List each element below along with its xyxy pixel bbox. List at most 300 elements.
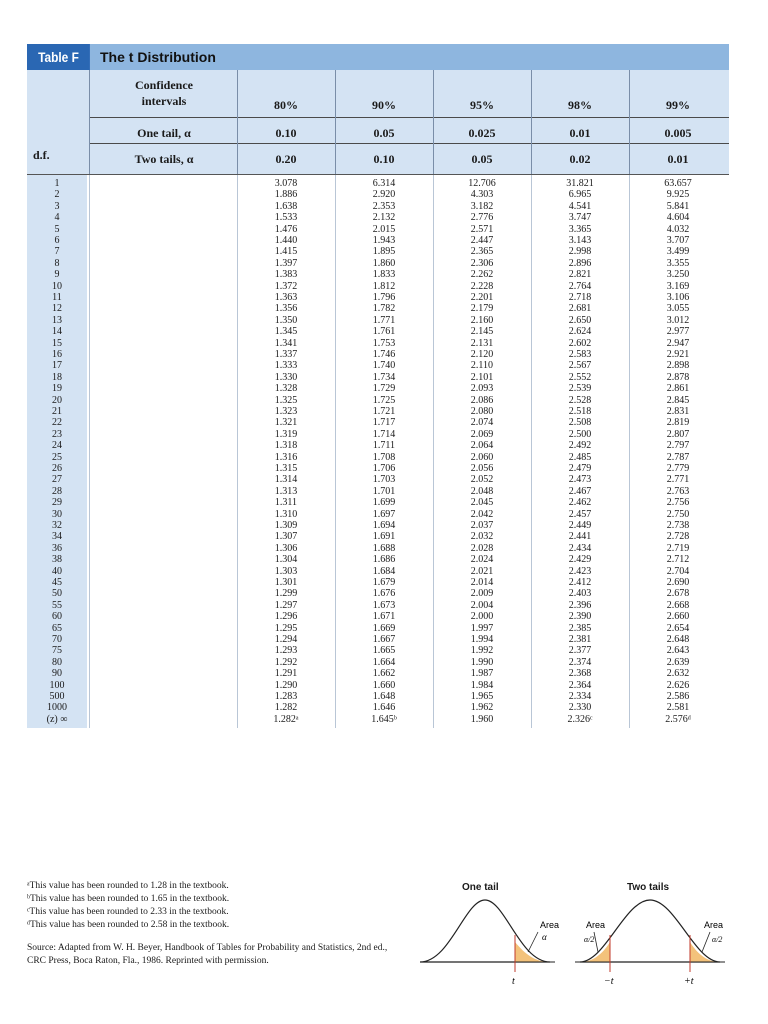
critical-value-cell: 1.664 <box>372 656 396 668</box>
critical-value-cell: 2.423 <box>568 565 592 577</box>
critical-value-cell: 5.841 <box>666 200 690 212</box>
table-row <box>27 600 729 611</box>
critical-value-cell: 2.365 <box>470 246 494 258</box>
table-row <box>27 349 729 360</box>
table-header <box>27 70 729 174</box>
critical-value-cell: 2.678 <box>666 588 690 600</box>
df-cell: 34 <box>52 531 62 543</box>
critical-value-cell: 2.467 <box>568 485 592 497</box>
table-label: Table F <box>27 44 90 70</box>
critical-value-cell: 6.314 <box>372 178 396 189</box>
footnotes <box>27 880 407 968</box>
critical-value-cell: 2.712 <box>666 554 690 566</box>
critical-value-cell: 1.660 <box>372 679 396 691</box>
df-cell: 19 <box>52 383 62 395</box>
critical-value-cell: 1.686 <box>372 554 396 566</box>
df-cell: 75 <box>52 645 62 657</box>
critical-value-cell: 2.201 <box>470 292 494 303</box>
critical-value-cell: 1.729 <box>372 383 396 395</box>
critical-value-cell: 1.383 <box>274 269 298 281</box>
table-row <box>27 406 729 417</box>
one-tail-title: One tail <box>462 882 499 893</box>
critical-value-cell: 1.314 <box>274 474 298 486</box>
header-one-tail-value: 0.10 <box>275 126 297 140</box>
critical-value-cell: 2.977 <box>666 326 690 338</box>
two-tails-label: Two tails, α <box>134 152 194 166</box>
critical-value-cell: 2.779 <box>666 463 690 474</box>
area-pointer <box>528 932 538 952</box>
critical-value-cell: 1.293 <box>274 645 298 657</box>
critical-value-cell: 3.365 <box>568 223 592 235</box>
header-confidence-value: 95% <box>470 98 494 112</box>
neg-t-label: −t <box>604 976 614 987</box>
critical-value-cell: 2.080 <box>470 406 494 417</box>
critical-value-cell: 2.064 <box>470 440 494 452</box>
critical-value-cell: 1.701 <box>372 485 396 497</box>
critical-value-cell: 2.120 <box>470 349 494 360</box>
table-row <box>27 702 729 713</box>
critical-value-cell: 1.725 <box>372 394 396 406</box>
critical-value-cell: 2.060 <box>470 451 494 463</box>
critical-value-cell: 2.704 <box>666 565 690 577</box>
critical-value-cell: 1.796 <box>372 292 396 303</box>
critical-value-cell: 2.381 <box>568 634 592 645</box>
critical-value-cell: 1.318 <box>274 440 298 452</box>
critical-value-cell: 1.321 <box>274 417 298 429</box>
table-row <box>27 372 729 383</box>
critical-value-cell: 1.304 <box>274 554 298 566</box>
critical-value-cell: 2.998 <box>568 246 592 258</box>
table-row <box>27 680 729 691</box>
critical-value-cell: 63.657 <box>664 178 692 189</box>
critical-value-cell: 1.356 <box>274 303 298 315</box>
critical-value-cell: 2.819 <box>666 417 690 429</box>
critical-value-cell: 2.738 <box>666 520 690 531</box>
critical-value-cell: 2.764 <box>568 280 592 292</box>
critical-value-cell: 1.323 <box>274 406 298 417</box>
critical-value-cell: 2.776 <box>470 212 494 224</box>
critical-value-cell: 1.746 <box>372 349 396 360</box>
confidence-label-1: Confidence <box>135 78 193 92</box>
critical-value-cell: 1.372 <box>274 280 298 292</box>
table-row <box>27 383 729 394</box>
critical-value-cell: 1.319 <box>274 428 298 440</box>
two-tails-title: Two tails <box>627 882 670 893</box>
header-confidence-value: 99% <box>666 98 690 112</box>
left-alpha-half: α/2 <box>584 935 595 944</box>
df-cell: 50 <box>52 588 62 600</box>
critical-value-cell: 2.015 <box>372 223 396 235</box>
critical-value-cell: 1.328 <box>274 383 298 395</box>
header-two-tails-value: 0.01 <box>667 152 689 166</box>
header-two-tails-value: 0.20 <box>275 152 297 166</box>
critical-value-cell: 2.334 <box>568 691 592 702</box>
critical-value-cell: 2.160 <box>470 314 494 326</box>
critical-value-cell: 2.377 <box>568 645 592 657</box>
critical-value-cell: 1.290 <box>274 679 298 691</box>
table-body <box>27 174 729 728</box>
critical-value-cell: 1.994 <box>470 634 494 645</box>
critical-value-cell: 1.691 <box>372 531 396 543</box>
right-area-label: Area <box>704 920 724 930</box>
df-cell: 16 <box>52 349 62 360</box>
critical-value-cell: 1.533 <box>274 212 298 224</box>
critical-value-cell: 2.390 <box>568 611 592 623</box>
critical-value-cell: 2.719 <box>666 542 690 554</box>
t-distribution-table <box>27 44 729 728</box>
critical-value-cell: 3.055 <box>666 303 690 315</box>
critical-value-cell: 2.479 <box>568 463 592 474</box>
critical-value-cell: 2.581 <box>666 702 690 714</box>
critical-value-cell: 1.812 <box>372 280 396 292</box>
critical-value-cell: 2.861 <box>666 383 690 395</box>
df-cell: 18 <box>52 371 62 383</box>
source-note: Source: Adapted from W. H. Beyer, Handbook of Tables for Probability and Statistics, 2nd ed., CRC Press, Boca Raton, Fla., 1986. Reprinted with permission. <box>27 943 388 966</box>
critical-value-cell: 2.132 <box>372 212 396 224</box>
df-cell: 21 <box>52 406 62 417</box>
critical-value-cell: 2.403 <box>568 588 592 600</box>
critical-value-cell: 1.667 <box>372 634 396 645</box>
critical-value-cell: 2.086 <box>470 394 494 406</box>
critical-value-cell: 2.032 <box>470 531 494 543</box>
critical-value-cell: 1.679 <box>372 577 396 588</box>
table-row <box>27 326 729 337</box>
critical-value-cell: 1.306 <box>274 542 298 554</box>
critical-value-cell: 1.311 <box>274 497 298 509</box>
critical-value-cell: 2.660 <box>666 611 690 623</box>
df-cell: 12 <box>52 303 62 315</box>
critical-value-cell: 2.412 <box>568 577 592 588</box>
critical-value-cell: 4.541 <box>568 200 592 212</box>
critical-value-cell: 1.397 <box>274 257 298 269</box>
critical-value-cell: 2.650 <box>568 314 592 326</box>
alpha-label: α <box>542 932 547 942</box>
df-cell: 1000 <box>47 702 67 714</box>
critical-value-cell: 1.341 <box>274 337 298 349</box>
critical-value-cell: 1.303 <box>274 565 298 577</box>
df-cell: 32 <box>52 520 62 531</box>
table-row <box>27 543 729 554</box>
table-row <box>27 566 729 577</box>
footnote-c: ᶜThis value has been rounded to 2.33 in the textbook. <box>27 907 229 917</box>
critical-value-cell: 2.518 <box>568 406 592 417</box>
df-cell: 70 <box>52 634 62 645</box>
critical-value-cell: 2.586 <box>666 691 690 702</box>
critical-value-cell: 1.771 <box>372 314 396 326</box>
critical-value-cell: 2.385 <box>568 622 592 634</box>
footnote-d: ᵈThis value has been rounded to 2.58 in the textbook. <box>27 920 230 930</box>
df-cell: (z) ∞ <box>46 713 68 725</box>
one-tail-area <box>515 942 550 962</box>
df-cell: 38 <box>52 554 62 566</box>
df-cell: 100 <box>49 679 65 691</box>
df-cell: 23 <box>52 428 62 440</box>
critical-value-cell: 2.485 <box>568 451 592 463</box>
critical-value-cell: 1.688 <box>372 542 396 554</box>
critical-value-cell: 2.602 <box>568 337 592 349</box>
critical-value-cell: 1.753 <box>372 337 396 349</box>
critical-value-cell: 2.014 <box>470 577 494 588</box>
df-cell: 65 <box>52 622 62 634</box>
df-cell: 36 <box>52 542 62 554</box>
critical-value-cell: 3.106 <box>666 292 690 303</box>
header-divider <box>89 117 729 118</box>
critical-value-cell: 2.434 <box>568 542 592 554</box>
df-cell: 24 <box>52 440 62 452</box>
critical-value-cell: 2.056 <box>470 463 494 474</box>
table-row <box>27 554 729 565</box>
critical-value-cell: 1.325 <box>274 394 298 406</box>
df-cell: 60 <box>52 611 62 623</box>
table-row <box>27 509 729 520</box>
critical-value-cell: 1.310 <box>274 508 298 520</box>
critical-value-cell: 1.313 <box>274 485 298 497</box>
df-cell: 14 <box>52 326 62 338</box>
critical-value-cell: 1.962 <box>470 702 494 714</box>
critical-value-cell: 1.761 <box>372 326 396 338</box>
critical-value-cell: 2.429 <box>568 554 592 566</box>
confidence-label-2: intervals <box>141 94 187 108</box>
t-curve-diagrams-svg <box>410 880 750 1000</box>
table-row <box>27 315 729 326</box>
table-row <box>27 691 729 702</box>
critical-value-cell: 2.048 <box>470 485 494 497</box>
critical-value-cell: 2.093 <box>470 383 494 395</box>
table-row <box>27 634 729 645</box>
critical-value-cell: 2.648 <box>666 634 690 645</box>
table-row <box>27 668 729 679</box>
critical-value-cell: 2.821 <box>568 269 592 281</box>
critical-value-cell: 2.074 <box>470 417 494 429</box>
critical-value-cell: 1.295 <box>274 622 298 634</box>
critical-value-cell: 1.714 <box>372 428 396 440</box>
critical-value-cell: 1.294 <box>274 634 298 645</box>
critical-value-cell: 1.363 <box>274 292 298 303</box>
critical-value-cell: 1.316 <box>274 451 298 463</box>
critical-value-cell: 2.947 <box>666 337 690 349</box>
df-cell: 6 <box>54 235 60 246</box>
critical-value-cell: 2.145 <box>470 326 494 338</box>
t-label: t <box>512 976 515 987</box>
critical-value-cell: 1.440 <box>274 235 298 246</box>
table-row <box>27 531 729 542</box>
left-area-pointer <box>594 932 598 952</box>
header-one-tail-value: 0.01 <box>569 126 591 140</box>
critical-value-cell: 2.306 <box>470 257 494 269</box>
critical-value-cell: 1.987 <box>470 668 494 680</box>
critical-value-cell: 2.024 <box>470 554 494 566</box>
critical-value-cell: 2.131 <box>470 337 494 349</box>
left-area-label: Area <box>586 920 606 930</box>
critical-value-cell: 1.721 <box>372 406 396 417</box>
critical-value-cell: 4.303 <box>470 189 494 201</box>
df-cell: 25 <box>52 451 62 463</box>
critical-value-cell: 3.355 <box>666 257 690 269</box>
critical-value-cell: 1.997 <box>470 622 494 634</box>
header-confidence-value: 80% <box>274 98 298 112</box>
table-row <box>27 258 729 269</box>
critical-value-cell: 1.330 <box>274 371 298 383</box>
critical-value-cell: 1.476 <box>274 223 298 235</box>
critical-value-cell: 2.004 <box>470 599 494 611</box>
critical-value-cell: 3.143 <box>568 235 592 246</box>
critical-value-cell: 2.396 <box>568 599 592 611</box>
table-row <box>27 360 729 371</box>
critical-value-cell: 1.337 <box>274 349 298 360</box>
critical-value-cell: 1.703 <box>372 474 396 486</box>
critical-value-cell: 1.309 <box>274 520 298 531</box>
table-row <box>27 281 729 292</box>
table-row <box>27 474 729 485</box>
critical-value-cell: 1.965 <box>470 691 494 702</box>
critical-value-cell: 3.182 <box>470 200 494 212</box>
critical-value-cell: 2.045 <box>470 497 494 509</box>
critical-value-cell: 2.668 <box>666 599 690 611</box>
critical-value-cell: 1.296 <box>274 611 298 623</box>
header-two-tails-value: 0.05 <box>471 152 493 166</box>
header-two-tails-value: 0.02 <box>569 152 591 166</box>
critical-value-cell: 3.078 <box>274 178 298 189</box>
df-cell: 26 <box>52 463 62 474</box>
critical-value-cell: 1.782 <box>372 303 396 315</box>
header-confidence-value: 90% <box>372 98 396 112</box>
df-cell: 45 <box>52 577 62 588</box>
table-row <box>27 189 729 200</box>
table-row <box>27 520 729 531</box>
critical-value-cell: 2.632 <box>666 668 690 680</box>
critical-value-cell: 1.333 <box>274 360 298 372</box>
critical-value-cell: 1.895 <box>372 246 396 258</box>
critical-value-cell: 12.706 <box>468 178 496 189</box>
df-cell: 40 <box>52 565 62 577</box>
critical-value-cell: 1.699 <box>372 497 396 509</box>
table-row <box>27 395 729 406</box>
header-one-tail-value: 0.025 <box>468 126 496 140</box>
header-one-tail-value: 0.005 <box>664 126 692 140</box>
df-cell: 22 <box>52 417 62 429</box>
df-cell: 13 <box>52 314 62 326</box>
table-row <box>27 212 729 223</box>
critical-value-cell: 1.740 <box>372 360 396 372</box>
critical-value-cell: 1.671 <box>372 611 396 623</box>
critical-value-cell: 2.624 <box>568 326 592 338</box>
df-cell: 15 <box>52 337 62 349</box>
table-row <box>27 201 729 212</box>
header-divider <box>89 143 729 144</box>
critical-value-cell: 2.492 <box>568 440 592 452</box>
critical-value-cell: 2.052 <box>470 474 494 486</box>
table-row <box>27 178 729 189</box>
critical-value-cell: 1.673 <box>372 599 396 611</box>
table-row <box>27 486 729 497</box>
one-tail-curve <box>420 900 550 962</box>
df-cell: 3 <box>54 200 60 212</box>
critical-value-cell: 1.645ᵇ <box>371 713 397 725</box>
pos-t-label: +t <box>684 976 694 987</box>
critical-value-cell: 2.763 <box>666 485 690 497</box>
critical-value-cell: 1.960 <box>470 713 494 725</box>
critical-value-cell: 2.364 <box>568 679 592 691</box>
critical-value-cell: 1.282ᵃ <box>273 713 299 725</box>
critical-value-cell: 2.552 <box>568 371 592 383</box>
critical-value-cell: 2.681 <box>568 303 592 315</box>
df-cell: 10 <box>52 280 62 292</box>
critical-value-cell: 2.449 <box>568 520 592 531</box>
critical-value-cell: 2.898 <box>666 360 690 372</box>
header-confidence-value: 98% <box>568 98 592 112</box>
critical-value-cell: 1.662 <box>372 668 396 680</box>
table-row <box>27 645 729 656</box>
critical-value-cell: 1.315 <box>274 463 298 474</box>
df-cell: 20 <box>52 394 62 406</box>
header-column-divider <box>89 70 90 174</box>
critical-value-cell: 2.896 <box>568 257 592 269</box>
critical-value-cell: 2.101 <box>470 371 494 383</box>
critical-value-cell: 3.499 <box>666 246 690 258</box>
critical-value-cell: 1.984 <box>470 679 494 691</box>
critical-value-cell: 3.250 <box>666 269 690 281</box>
critical-value-cell: 1.345 <box>274 326 298 338</box>
critical-value-cell: 1.833 <box>372 269 396 281</box>
df-cell: 90 <box>52 668 62 680</box>
df-cell: 55 <box>52 599 62 611</box>
critical-value-cell: 2.626 <box>666 679 690 691</box>
critical-value-cell: 2.447 <box>470 235 494 246</box>
table-row <box>27 417 729 428</box>
critical-value-cell: 2.326ᶜ <box>567 713 593 725</box>
critical-value-cell: 2.441 <box>568 531 592 543</box>
critical-value-cell: 2.179 <box>470 303 494 315</box>
df-cell: 28 <box>52 485 62 497</box>
critical-value-cell: 2.037 <box>470 520 494 531</box>
table-row <box>27 657 729 668</box>
critical-value-cell: 1.943 <box>372 235 396 246</box>
critical-value-cell: 1.291 <box>274 668 298 680</box>
title-bar <box>27 44 729 70</box>
critical-value-cell: 2.374 <box>568 656 592 668</box>
critical-value-cell: 1.684 <box>372 565 396 577</box>
critical-value-cell: 2.690 <box>666 577 690 588</box>
df-cell: 500 <box>49 691 65 702</box>
distribution-diagrams <box>410 880 750 1000</box>
table-row <box>27 452 729 463</box>
critical-value-cell: 2.539 <box>568 383 592 395</box>
critical-value-cell: 2.567 <box>568 360 592 372</box>
critical-value-cell: 1.282 <box>274 702 298 714</box>
table-row <box>27 623 729 634</box>
critical-value-cell: 2.028 <box>470 542 494 554</box>
critical-value-cell: 2.921 <box>666 349 690 360</box>
table-row <box>27 497 729 508</box>
header-two-tails-value: 0.10 <box>373 152 395 166</box>
critical-value-cell: 1.990 <box>470 656 494 668</box>
critical-value-cell: 2.571 <box>470 223 494 235</box>
header-one-tail-value: 0.05 <box>373 126 395 140</box>
critical-value-cell: 2.756 <box>666 497 690 509</box>
critical-value-cell: 3.169 <box>666 280 690 292</box>
table-row <box>27 577 729 588</box>
critical-value-cell: 2.639 <box>666 656 690 668</box>
df-cell: 80 <box>52 656 62 668</box>
df-cell: 11 <box>52 292 62 303</box>
critical-value-cell: 2.576ᵈ <box>665 713 691 725</box>
table-row <box>27 611 729 622</box>
critical-value-cell: 2.583 <box>568 349 592 360</box>
critical-value-cell: 1.283 <box>274 691 298 702</box>
critical-value-cell: 4.604 <box>666 212 690 224</box>
critical-value-cell: 1.697 <box>372 508 396 520</box>
two-tails-diagram <box>575 900 725 987</box>
